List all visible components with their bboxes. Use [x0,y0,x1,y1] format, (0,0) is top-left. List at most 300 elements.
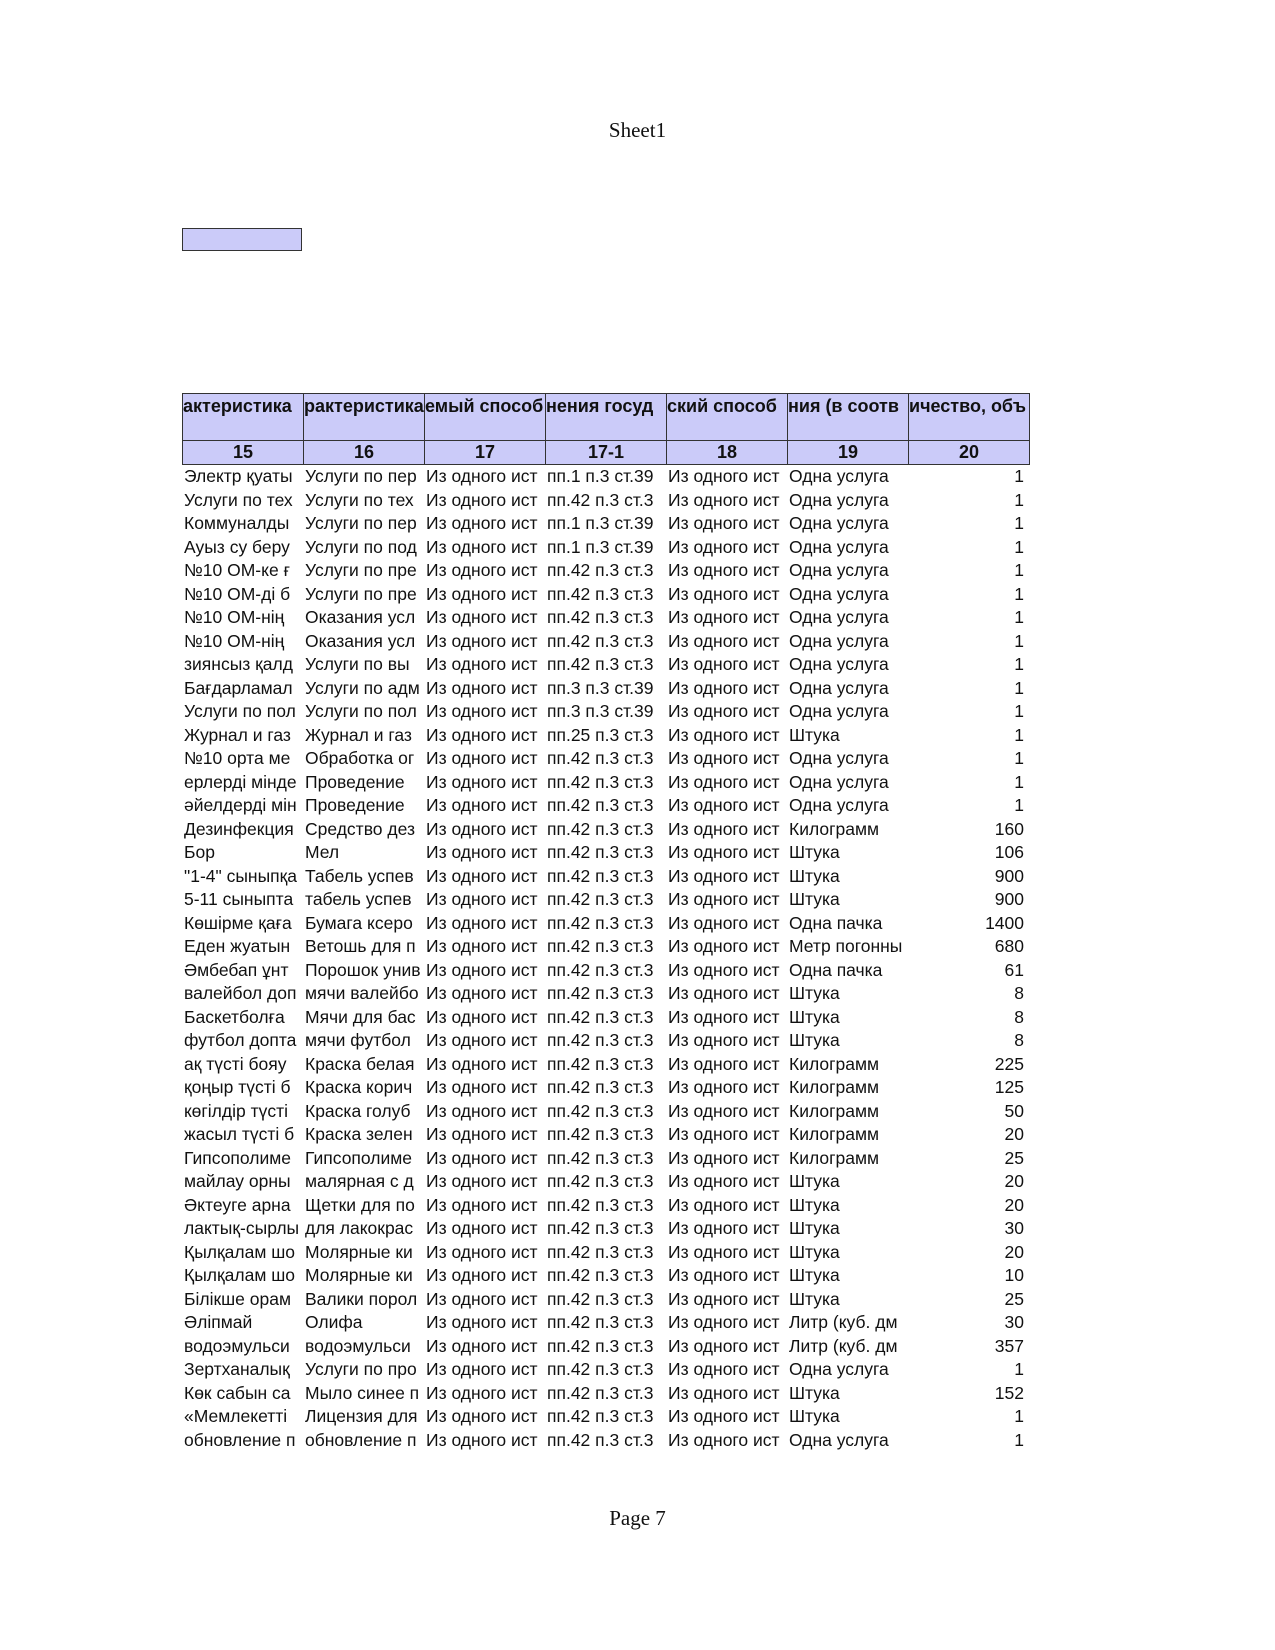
table-cell[interactable]: пп.42 п.3 ст.3 [547,889,654,909]
table-cell[interactable]: Из одного ист [426,1359,538,1379]
table-cell[interactable]: зиянсыз қалд [184,654,293,674]
table-cell[interactable]: Услуги по тех [305,489,414,510]
table-cell[interactable]: пп.42 п.3 ст.3 [547,1382,654,1403]
table-cell[interactable]: пп.42 п.3 ст.3 [547,1218,654,1238]
table-cell[interactable]: пп.42 п.3 ст.3 [547,1359,654,1379]
table-cell[interactable]: Из одного ист [426,1406,538,1426]
table-cell[interactable]: Бумага ксеро [305,912,413,933]
table-cell[interactable]: Электр қуаты [184,466,293,486]
table-cell[interactable]: пп.42 п.3 ст.3 [547,1265,654,1285]
table-cell[interactable]: Қылқалам шо [184,1265,295,1285]
table-cell[interactable]: Услуги по адм [305,677,420,698]
table-cell[interactable]: Из одного ист [668,1218,780,1238]
table-cell[interactable]: Из одного ист [426,536,538,557]
table-cell[interactable]: пп.42 п.3 ст.3 [547,936,654,956]
table-cell[interactable]: Килограмм [789,1053,880,1074]
table-cell[interactable]: 50 [1004,1100,1024,1121]
table-cell[interactable]: Из одного ист [426,466,538,486]
table-cell[interactable]: пп.42 п.3 ст.3 [547,1194,654,1215]
table-cell[interactable]: Журнал и газ [305,724,412,745]
table-cell[interactable]: Краска голуб [305,1100,411,1121]
table-cell[interactable]: пп.42 п.3 ст.3 [547,1241,654,1262]
table-cell[interactable]: 25 [1004,1288,1024,1309]
table-cell[interactable]: Одна услуга [789,536,889,557]
table-cell[interactable]: 1 [1014,771,1024,792]
table-cell[interactable]: Штука [789,865,840,886]
table-cell[interactable]: пп.42 п.3 ст.3 [547,771,654,792]
table-cell[interactable]: 1 [1014,1359,1024,1379]
table-cell[interactable]: Из одного ист [668,1312,780,1332]
table-cell[interactable]: Из одного ист [668,513,780,533]
table-cell[interactable]: 25 [1004,1147,1024,1168]
table-cell[interactable]: Килограмм [789,1124,880,1144]
table-cell[interactable]: 1400 [985,912,1024,933]
column-number-cell[interactable]: 17-1 [545,441,666,465]
table-cell[interactable]: пп.42 п.3 ст.3 [547,1429,654,1450]
table-cell[interactable]: 1 [1014,466,1024,486]
header-cell[interactable]: рактеристика [303,393,424,441]
table-cell[interactable]: пп.42 п.3 ст.3 [547,1335,654,1356]
table-cell[interactable]: Зертханалық [184,1359,290,1379]
table-cell[interactable]: Из одного ист [426,1288,538,1309]
table-cell[interactable]: Из одного ист [426,1077,538,1097]
table-cell[interactable]: 20 [1004,1241,1024,1262]
table-cell[interactable]: Из одного ист [668,1335,780,1356]
table-cell[interactable]: әйелдерді мін [184,795,297,815]
table-cell[interactable]: Порошок унив [305,959,421,980]
table-cell[interactable]: пп.42 п.3 ст.3 [547,842,654,862]
table-cell[interactable]: Из одного ист [426,607,538,627]
table-cell[interactable]: Одна пачка [789,912,883,933]
table-cell[interactable]: валейбол доп [184,983,297,1003]
table-cell[interactable]: Штука [789,1288,840,1309]
column-number-cell[interactable]: 19 [787,441,908,465]
table-cell[interactable]: водоэмульси [305,1335,411,1356]
table-cell[interactable]: Штука [789,1382,840,1403]
table-cell[interactable]: Из одного ист [426,1147,538,1168]
table-cell[interactable]: Из одного ист [426,959,538,980]
table-cell[interactable]: Из одного ист [426,1030,538,1050]
table-cell[interactable]: футбол допта [184,1030,297,1050]
table-cell[interactable]: 8 [1014,1030,1024,1050]
table-cell[interactable]: Штука [789,1171,840,1191]
table-cell[interactable]: Одна услуга [789,748,889,768]
table-cell[interactable]: Услуги по про [305,1359,417,1379]
table-cell[interactable]: Из одного ист [668,1265,780,1285]
table-cell[interactable]: Из одного ист [426,771,538,792]
table-cell[interactable]: Штука [789,1006,840,1027]
table-cell[interactable]: Одна услуга [789,630,889,651]
table-cell[interactable]: пп.42 п.3 ст.3 [547,983,654,1003]
table-cell[interactable]: пп.42 п.3 ст.3 [547,1100,654,1121]
table-cell[interactable]: Одна услуга [789,489,889,510]
table-cell[interactable]: Әмбебап ұнт [184,959,289,980]
table-cell[interactable]: Из одного ист [426,912,538,933]
table-cell[interactable]: Из одного ист [668,795,780,815]
table-cell[interactable]: Средство дез [305,818,415,839]
table-cell[interactable]: 225 [994,1053,1024,1074]
table-cell[interactable]: Из одного ист [668,607,780,627]
table-cell[interactable]: Из одного ист [426,1429,538,1450]
table-cell[interactable]: Из одного ист [668,1406,780,1426]
table-cell[interactable]: Услуги по тех [184,489,293,510]
table-cell[interactable]: Из одного ист [668,560,780,580]
table-cell[interactable]: Из одного ист [426,1218,538,1238]
table-cell[interactable]: Услуги по пол [184,701,296,721]
table-cell[interactable]: Штука [789,1265,840,1285]
table-cell[interactable]: Из одного ист [668,889,780,909]
column-number-cell[interactable]: 16 [303,441,424,465]
table-cell[interactable]: 900 [994,865,1024,886]
table-cell[interactable]: табель успев [305,889,412,909]
table-cell[interactable]: пп.42 п.3 ст.3 [547,795,654,815]
table-cell[interactable]: Из одного ист [668,1194,780,1215]
header-cell[interactable]: нения госуд [545,393,666,441]
table-cell[interactable]: 30 [1004,1312,1024,1332]
table-cell[interactable]: 20 [1004,1194,1024,1215]
table-cell[interactable]: 1 [1014,513,1024,533]
table-cell[interactable]: Одна услуга [789,771,889,792]
table-cell[interactable]: пп.42 п.3 ст.3 [547,912,654,933]
table-cell[interactable]: пп.42 п.3 ст.3 [547,1312,654,1332]
table-cell[interactable]: Штука [789,983,840,1003]
table-cell[interactable]: Из одного ист [668,489,780,510]
table-cell[interactable]: 1 [1014,748,1024,768]
table-cell[interactable]: Бор [184,842,215,862]
header-cell[interactable]: ичество, объ [908,393,1030,441]
table-cell[interactable]: Краска белая [305,1053,415,1074]
table-cell[interactable]: 1 [1014,677,1024,698]
table-cell[interactable]: 1 [1014,560,1024,580]
table-cell[interactable]: Из одного ист [426,583,538,604]
table-cell[interactable]: көгілдір түсті [184,1100,288,1121]
table-cell[interactable]: пп.42 п.3 ст.3 [547,654,654,674]
table-cell[interactable]: пп.1 п.3 ст.39 [547,466,654,486]
table-cell[interactable]: Из одного ист [668,983,780,1003]
table-cell[interactable]: пп.1 п.3 ст.39 [547,513,654,533]
table-cell[interactable]: 1 [1014,489,1024,510]
table-cell[interactable]: Одна пачка [789,959,883,980]
table-cell[interactable]: 125 [994,1077,1024,1097]
table-cell[interactable]: 900 [994,889,1024,909]
table-cell[interactable]: Краска зелен [305,1124,413,1144]
table-cell[interactable]: Из одного ист [668,724,780,745]
table-cell[interactable]: Еден жуатын [184,936,291,956]
table-cell[interactable]: 1 [1014,536,1024,557]
table-cell[interactable]: Из одного ист [426,1241,538,1262]
table-cell[interactable]: пп.42 п.3 ст.3 [547,630,654,651]
table-cell[interactable]: Из одного ист [426,818,538,839]
table-cell[interactable]: Лицензия для [305,1406,418,1426]
table-cell[interactable]: 1 [1014,724,1024,745]
table-cell[interactable]: Одна услуга [789,513,889,533]
table-cell[interactable]: 106 [994,842,1024,862]
table-cell[interactable]: Молярные ки [305,1241,413,1262]
table-cell[interactable]: қоңыр түсті б [184,1077,291,1097]
table-cell[interactable]: Из одного ист [426,1006,538,1027]
table-cell[interactable]: 1 [1014,795,1024,815]
table-cell[interactable]: Журнал и газ [184,724,291,745]
table-cell[interactable]: 10 [1004,1265,1024,1285]
table-cell[interactable]: Из одного ист [668,1359,780,1379]
table-cell[interactable]: жасыл түсті б [184,1124,295,1144]
table-cell[interactable]: малярная с д [305,1171,414,1191]
table-cell[interactable]: Из одного ист [668,959,780,980]
header-cell[interactable]: емый способ [424,393,545,441]
table-cell[interactable]: Әктеуге арна [184,1194,291,1215]
table-cell[interactable]: Одна услуга [789,654,889,674]
table-cell[interactable]: лактық-сырлы [184,1218,300,1238]
table-cell[interactable]: 1 [1014,607,1024,627]
header-cell[interactable]: ский способ [666,393,787,441]
table-cell[interactable]: Из одного ист [668,818,780,839]
table-cell[interactable]: обновление п [184,1429,296,1450]
table-cell[interactable]: Одна услуга [789,560,889,580]
table-cell[interactable]: Из одного ист [668,583,780,604]
table-cell[interactable]: Услуги по пре [305,560,417,580]
table-cell[interactable]: пп.42 п.3 ст.3 [547,1124,654,1144]
table-cell[interactable]: пп.25 п.3 ст.3 [547,724,654,745]
table-cell[interactable]: Услуги по пер [305,513,417,533]
table-cell[interactable]: Из одного ист [426,513,538,533]
column-number-cell[interactable]: 18 [666,441,787,465]
table-cell[interactable]: Из одного ист [668,536,780,557]
table-cell[interactable]: Көшірме қаға [184,912,292,933]
table-cell[interactable]: Услуги по пер [305,466,417,486]
table-cell[interactable]: Из одного ист [668,1171,780,1191]
table-cell[interactable]: Из одного ист [668,842,780,862]
table-cell[interactable]: Из одного ист [426,630,538,651]
table-cell[interactable]: 1 [1014,630,1024,651]
table-cell[interactable]: №10 ОМ-ді б [184,583,291,604]
table-cell[interactable]: пп.42 п.3 ст.3 [547,1030,654,1050]
table-cell[interactable]: Из одного ист [426,724,538,745]
table-cell[interactable]: Из одного ист [426,1312,538,1332]
table-cell[interactable]: Килограмм [789,1100,880,1121]
table-cell[interactable]: 61 [1004,959,1024,980]
table-cell[interactable]: Білікше орам [184,1288,291,1309]
table-cell[interactable]: Оказания усл [305,630,416,651]
table-cell[interactable]: Услуги по под [305,536,417,557]
table-cell[interactable]: Из одного ист [668,1124,780,1144]
table-cell[interactable]: 357 [994,1335,1024,1356]
table-cell[interactable]: обновление п [305,1429,417,1450]
table-cell[interactable]: Из одного ист [426,1335,538,1356]
table-cell[interactable]: Килограмм [789,1147,880,1168]
table-cell[interactable]: 8 [1014,1006,1024,1027]
table-cell[interactable]: Из одного ист [426,889,538,909]
table-cell[interactable]: Мел [305,842,340,862]
table-cell[interactable]: 20 [1004,1124,1024,1144]
table-cell[interactable]: 1 [1014,1406,1024,1426]
selected-cell-highlight[interactable] [182,228,302,251]
table-cell[interactable]: Услуги по вы [305,654,410,674]
table-cell[interactable]: Из одного ист [426,1100,538,1121]
table-cell[interactable]: пп.3 п.3 ст.39 [547,677,654,698]
table-cell[interactable]: пп.42 п.3 ст.3 [547,1053,654,1074]
table-cell[interactable]: Из одного ист [668,1382,780,1403]
table-cell[interactable]: Әліпмай [184,1312,253,1332]
table-cell[interactable]: Мыло синее п [305,1382,420,1403]
table-cell[interactable]: №10 ОМ-ке ғ [184,560,290,580]
table-cell[interactable]: Из одного ист [668,1288,780,1309]
table-cell[interactable]: Из одного ист [668,701,780,721]
table-cell[interactable]: Из одного ист [426,677,538,698]
table-cell[interactable]: Из одного ист [668,865,780,886]
table-cell[interactable]: Килограмм [789,818,880,839]
table-cell[interactable]: 30 [1004,1218,1024,1238]
table-cell[interactable]: 152 [994,1382,1024,1403]
table-cell[interactable]: Штука [789,724,840,745]
table-cell[interactable]: Одна услуга [789,607,889,627]
table-cell[interactable]: 1 [1014,701,1024,721]
table-cell[interactable]: пп.3 п.3 ст.39 [547,701,654,721]
table-cell[interactable]: 680 [994,936,1024,956]
table-cell[interactable]: Из одного ист [668,1053,780,1074]
table-cell[interactable]: Штука [789,889,840,909]
table-cell[interactable]: Табель успев [305,865,414,886]
table-cell[interactable]: Из одного ист [668,1077,780,1097]
table-cell[interactable]: "1-4" сыныпқа [184,865,298,886]
table-cell[interactable]: Из одного ист [426,1382,538,1403]
table-cell[interactable]: пп.42 п.3 ст.3 [547,560,654,580]
table-cell[interactable]: Из одного ист [426,489,538,510]
table-cell[interactable]: 1 [1014,654,1024,674]
table-cell[interactable]: Из одного ист [426,1265,538,1285]
table-cell[interactable]: Одна услуга [789,1359,889,1379]
table-cell[interactable]: Ауыз су беру [184,536,290,557]
table-cell[interactable]: Одна услуга [789,1429,889,1450]
table-cell[interactable]: Из одного ист [426,842,538,862]
table-cell[interactable]: пп.42 п.3 ст.3 [547,1171,654,1191]
table-cell[interactable]: Көк сабын са [184,1382,291,1403]
table-cell[interactable]: Из одного ист [668,677,780,698]
table-cell[interactable]: Из одного ист [426,865,538,886]
table-cell[interactable]: пп.42 п.3 ст.3 [547,1147,654,1168]
table-cell[interactable]: Одна услуга [789,795,889,815]
table-cell[interactable]: Коммуналды [184,513,290,533]
table-cell[interactable]: пп.42 п.3 ст.3 [547,607,654,627]
table-cell[interactable]: 5-11 сыныпта [184,889,294,909]
table-cell[interactable]: 1 [1014,583,1024,604]
table-cell[interactable]: ерлерді мінде [184,771,297,792]
table-cell[interactable]: для лакокрас [305,1218,414,1238]
table-cell[interactable]: Бағдарламал [184,677,293,698]
table-cell[interactable]: 20 [1004,1171,1024,1191]
header-cell[interactable]: актеристика [182,393,303,441]
table-cell[interactable]: 160 [994,818,1024,839]
table-cell[interactable]: Гипсополиме [305,1147,412,1168]
table-cell[interactable]: Штука [789,1241,840,1262]
table-cell[interactable]: Проведение [305,771,405,792]
table-cell[interactable]: Из одного ист [426,936,538,956]
table-cell[interactable]: Краска корич [305,1077,413,1097]
table-cell[interactable]: пп.42 п.3 ст.3 [547,865,654,886]
table-cell[interactable]: Услуги по пол [305,701,417,721]
table-cell[interactable]: Из одного ист [668,1006,780,1027]
table-cell[interactable]: Из одного ист [426,701,538,721]
table-cell[interactable]: Дезинфекция [184,818,294,839]
table-cell[interactable]: Из одного ист [668,748,780,768]
table-cell[interactable]: пп.42 п.3 ст.3 [547,818,654,839]
table-cell[interactable]: Қылқалам шо [184,1241,295,1262]
table-cell[interactable]: ақ түсті бояу [184,1053,287,1074]
table-cell[interactable]: Одна услуга [789,466,889,486]
table-cell[interactable]: №10 орта ме [184,748,291,768]
table-cell[interactable]: Из одного ист [668,1429,780,1450]
table-cell[interactable]: пп.42 п.3 ст.3 [547,1288,654,1309]
table-cell[interactable]: пп.42 п.3 ст.3 [547,1006,654,1027]
table-cell[interactable]: пп.42 п.3 ст.3 [547,748,654,768]
table-cell[interactable]: Одна услуга [789,677,889,698]
table-cell[interactable]: Штука [789,1030,840,1050]
table-cell[interactable]: пп.42 п.3 ст.3 [547,489,654,510]
table-cell[interactable]: Из одного ист [668,771,780,792]
table-cell[interactable]: Из одного ист [668,630,780,651]
table-cell[interactable]: Штука [789,1194,840,1215]
table-cell[interactable]: пп.1 п.3 ст.39 [547,536,654,557]
table-cell[interactable]: Из одного ист [668,1241,780,1262]
table-cell[interactable]: Проведение [305,795,405,815]
table-cell[interactable]: Молярные ки [305,1265,413,1285]
table-cell[interactable]: №10 ОМ-нің [184,607,285,627]
table-cell[interactable]: Из одного ист [668,1030,780,1050]
table-cell[interactable]: 8 [1014,983,1024,1003]
table-cell[interactable]: пп.42 п.3 ст.3 [547,1077,654,1097]
table-cell[interactable]: Гипсополиме [184,1147,291,1168]
table-cell[interactable]: мячи валейбо [305,983,419,1003]
table-cell[interactable]: Из одного ист [426,1053,538,1074]
table-cell[interactable]: Из одного ист [426,1194,538,1215]
table-cell[interactable]: Из одного ист [668,654,780,674]
table-cell[interactable]: Из одного ист [668,912,780,933]
table-cell[interactable]: Штука [789,1218,840,1238]
table-cell[interactable]: Щетки для по [305,1194,415,1215]
table-cell[interactable]: мячи футбол [305,1030,411,1050]
table-cell[interactable]: Из одного ист [426,1124,538,1144]
table-cell[interactable]: майлау орны [184,1171,291,1191]
table-cell[interactable]: Из одного ист [668,936,780,956]
table-cell[interactable]: «Мемлекетті [184,1406,288,1426]
table-cell[interactable]: Литр (куб. дм [789,1312,898,1332]
table-cell[interactable]: №10 ОМ-нің [184,630,285,651]
table-cell[interactable]: Обработка ог [305,748,415,768]
table-cell[interactable]: Одна услуга [789,701,889,721]
column-number-cell[interactable]: 17 [424,441,545,465]
table-cell[interactable]: водоэмульси [184,1335,290,1356]
header-cell[interactable]: ния (в соотв [787,393,908,441]
table-cell[interactable]: Валики порол [305,1288,418,1309]
table-cell[interactable]: Оказания усл [305,607,416,627]
table-cell[interactable]: Из одного ист [426,560,538,580]
table-cell[interactable]: Услуги по пре [305,583,417,604]
table-cell[interactable]: Баскетболға [184,1006,285,1027]
table-cell[interactable]: Из одного ист [668,1147,780,1168]
table-cell[interactable]: Из одного ист [668,466,780,486]
table-cell[interactable]: Мячи для бас [305,1006,416,1027]
column-number-cell[interactable]: 20 [908,441,1030,465]
table-cell[interactable]: 1 [1014,1429,1024,1450]
table-cell[interactable]: Из одного ист [668,1100,780,1121]
table-cell[interactable]: Литр (куб. дм [789,1335,898,1356]
table-cell[interactable]: Из одного ист [426,983,538,1003]
table-cell[interactable]: Олифа [305,1312,363,1332]
table-cell[interactable]: Ветошь для п [305,936,416,956]
table-cell[interactable]: пп.42 п.3 ст.3 [547,1406,654,1426]
table-cell[interactable]: Из одного ист [426,1171,538,1191]
table-cell[interactable]: Из одного ист [426,795,538,815]
table-cell[interactable]: Одна услуга [789,583,889,604]
